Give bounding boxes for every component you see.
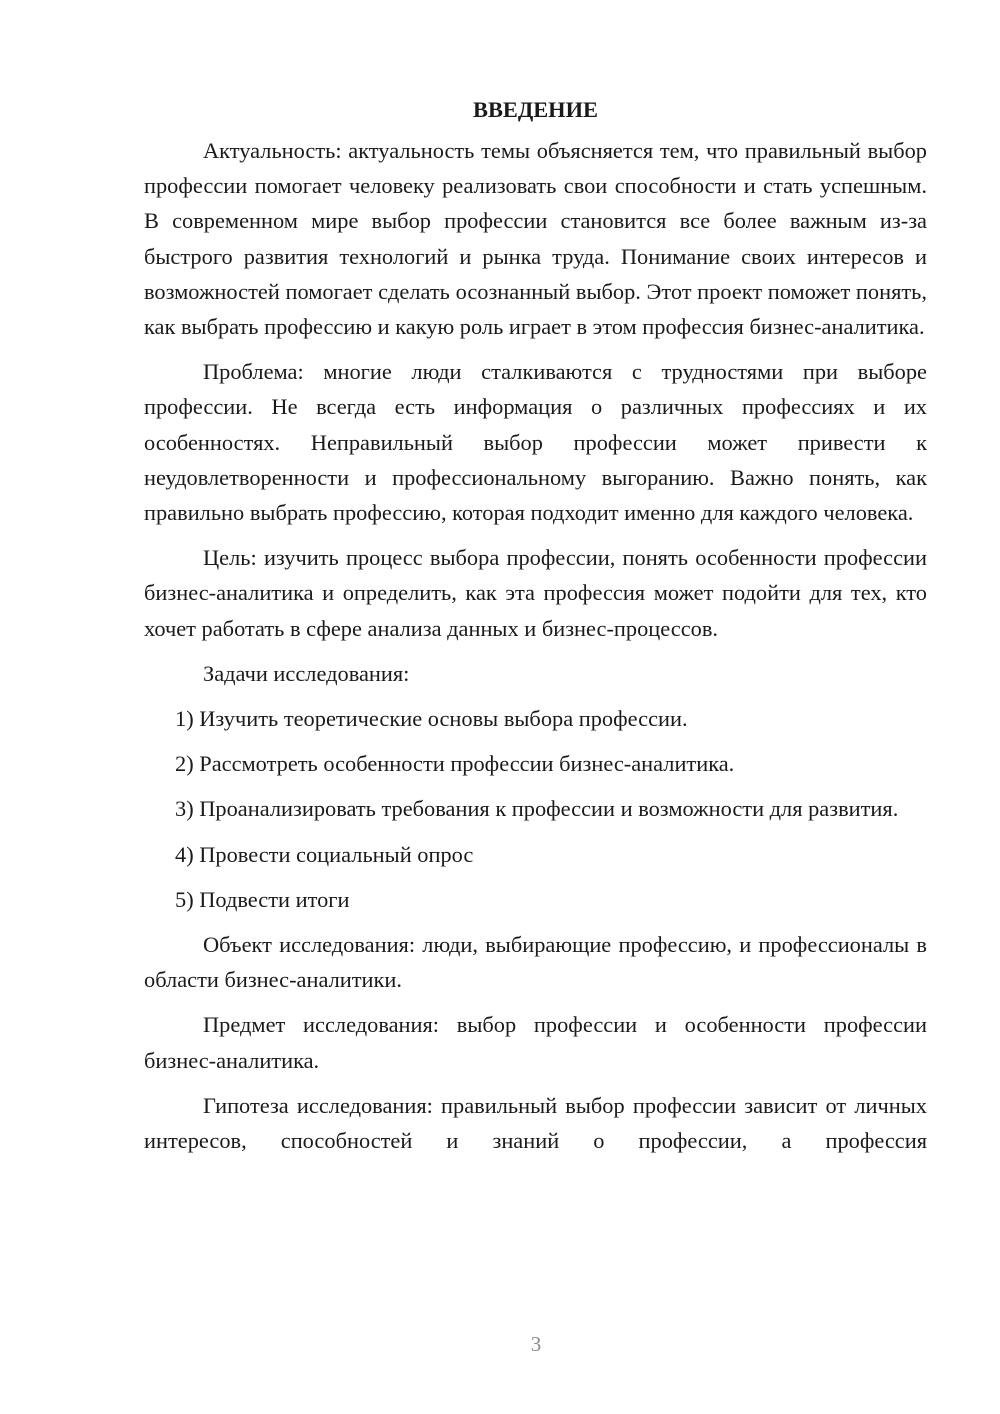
object-paragraph: Объект исследования: люди, выбирающие профессию, и профессионалы в области бизнес-аналитики. — [144, 932, 927, 993]
tasks-title: Задачи исследования: — [203, 660, 410, 686]
subject-paragraph: Предмет исследования: выбор профессии и особенности профессии бизнес-аналитика. — [144, 1012, 927, 1073]
task-item-4: 4) Провести социальный опрос — [175, 841, 474, 867]
problem-paragraph: Проблема: многие люди сталкиваются с трудностями при выборе профессии. Не всегда есть информация о различных профессиях и их особенностях. Неправильный выбор профессии может привести к неудовлетворенности и профессиональному выгоранию. Важно понять, как правильно выбрать профессию, которая подходит именно для каждого человека. — [144, 359, 927, 526]
section-heading: ВВЕДЕНИЕ — [473, 97, 598, 122]
hypothesis-paragraph: Гипотеза исследования: правильный выбор профессии зависит от личных интересов, способностей и знаний о профессии, а профессия — [144, 1092, 927, 1154]
document-page — [144, 92, 927, 1168]
relevance-paragraph: Актуальность: актуальность темы объясняется тем, что правильный выбор профессии помогает человеку реализовать свои способности и стать успешным. В современном мире выбор профессии становится все более важным из-за быстрого развития технологий и рынка труда. Понимание своих интересов и возможностей помогает сделать осознанный выбор. Этот проект поможет понять, как выбрать профессию и какую роль играет в этом профессия бизнес-аналитика. — [144, 138, 927, 340]
goal-paragraph: Цель: изучить процесс выбора профессии, понять особенности профессии бизнес-аналитика и определить, как эта профессия может подойти для тех, кто хочет работать в сфере анализа данных и бизнес-процессов. — [144, 545, 927, 641]
task-item-3: 3) Проанализировать требования к профессии и возможности для развития. — [175, 796, 899, 822]
task-item-2: 2) Рассмотреть особенности профессии бизнес-аналитика. — [175, 751, 735, 777]
task-item-5: 5) Подвести итоги — [175, 886, 350, 912]
task-item-1: 1) Изучить теоретические основы выбора профессии. — [175, 706, 688, 732]
page-number: 3 — [530, 1332, 542, 1356]
tasks-list — [144, 701, 927, 917]
